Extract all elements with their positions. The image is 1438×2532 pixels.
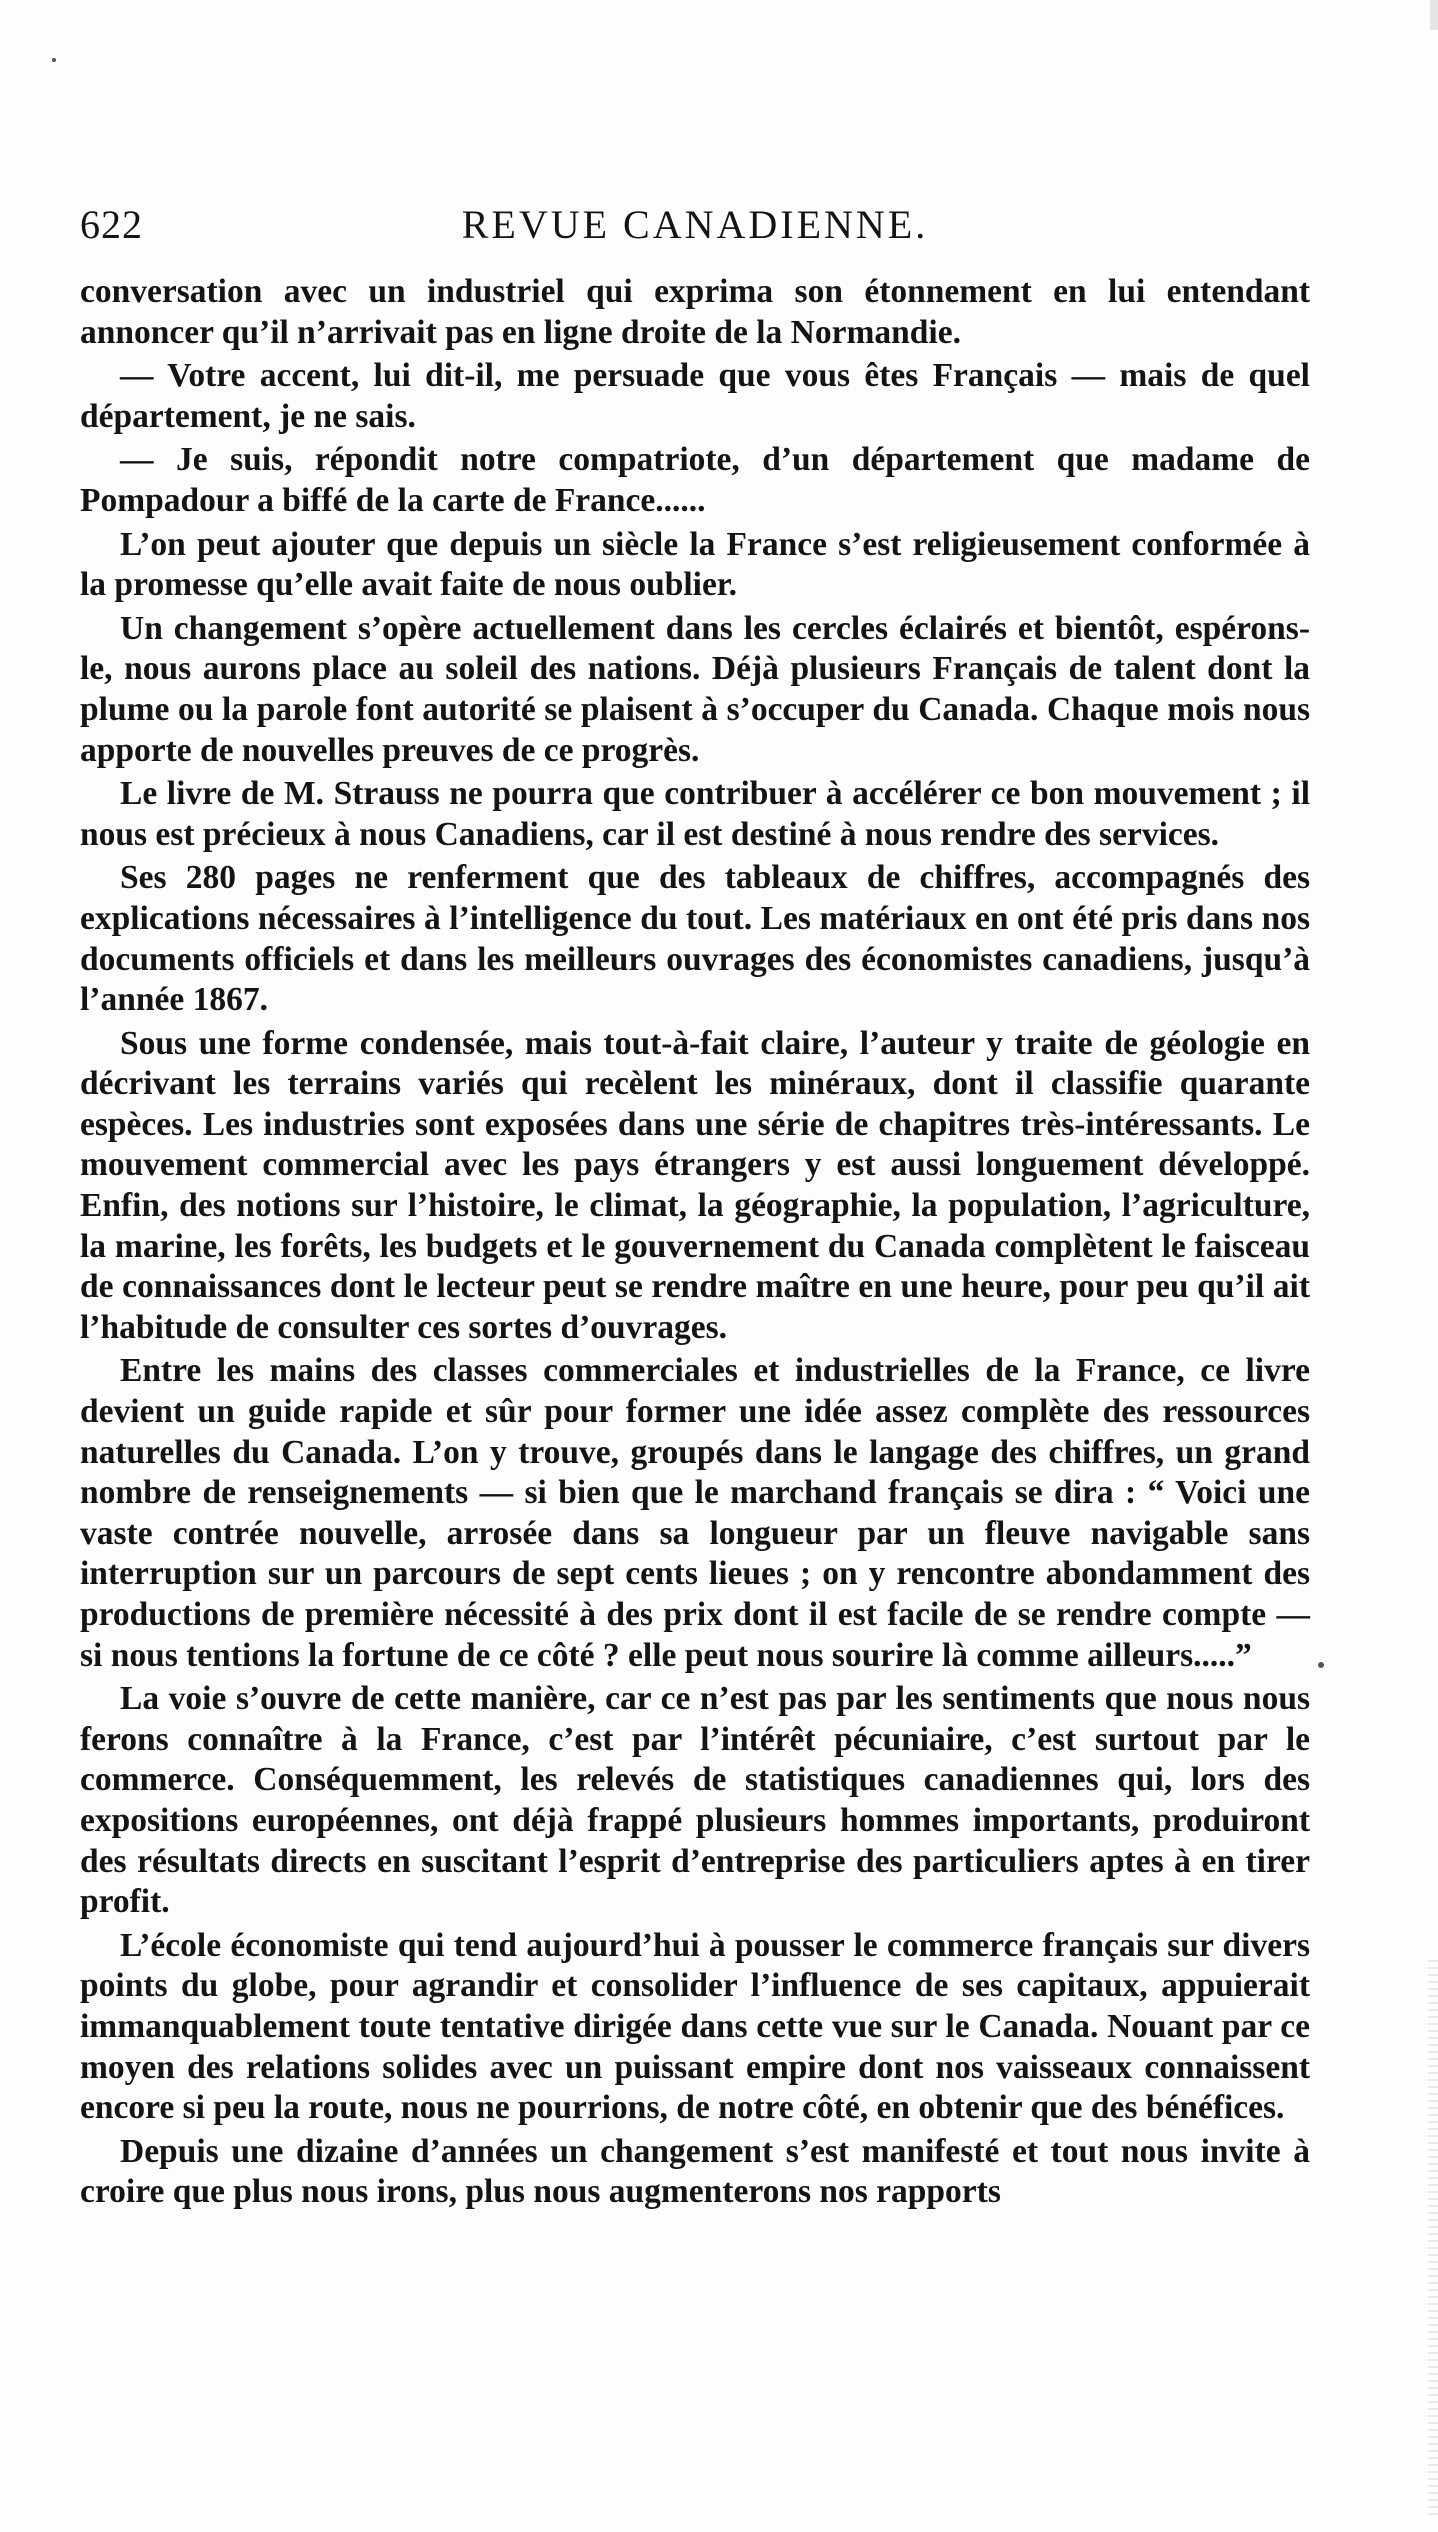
body-text: [80, 272, 1310, 2216]
paragraph: — Je suis, répondit notre compatriote, d’un département que madame de Pompadour a biffé de la carte de France......: [80, 441, 1310, 519]
page-number: 622: [80, 202, 143, 247]
paragraph: conversation avec un industriel qui exprima son étonnement en lui entendant annoncer qu’il n’arrivait pas en ligne droite de la Normandie.: [80, 273, 1310, 351]
paragraph: L’école économiste qui tend aujourd’hui à pousser le commerce français sur divers points du globe, pour agrandir et consolider l’influence de ses capitaux, appuierait immanquablement toute tentative dirigée dans cette vue sur le Canada. Nouant par ce moyen des relations solides avec un puissant empire dont nos vaisseaux connaissent encore si peu la route, nous ne pourrions, de notre côté, en obtenir que des bénéfices.: [80, 1926, 1310, 2127]
paragraph: La voie s’ouvre de cette manière, car ce n’est pas par les sentiments que nous nous ferons connaître à la France, c’est par l’intérêt pécuniaire, c’est surtout par le commerce. Conséquemment, les relevés de statistiques canadiennes qui, lors des expositions européennes, ont déjà frappé plusieurs hommes importants, produiront des résultats directs en suscitant l’esprit d’entreprise des particuliers aptes à en tirer profit.: [80, 1680, 1310, 1921]
paragraph: Sous une forme condensée, mais tout-à-fait claire, l’auteur y traite de géologie en décrivant les terrains variés qui recèlent les minéraux, dont il classifie quarante espèces. Les industries sont exposées dans une série de chapitres très-intéressants. Le mouvement commercial avec les pays étrangers y est aussi longuement développé. Enfin, des notions sur l’histoire, le climat, la géographie, la population, l’agriculture, la marine, les forêts, les budgets et le gouvernement du Canada complètent le faisceau de connaissances dont le lecteur peut se rendre maître en une heure, pour peu qu’il ait l’habitude de consulter ces sortes d’ouvrages.: [80, 1024, 1310, 1346]
journal-title: REVUE CANADIENNE.: [461, 202, 929, 247]
paragraph: Ses 280 pages ne renferment que des tableaux de chiffres, accompagnés des explications nécessaires à l’intelligence du tout. Les matériaux en ont été pris dans nos documents officiels et dans les meilleurs ouvrages des économistes canadiens, jusqu’à l’année 1867.: [80, 859, 1310, 1019]
running-head: [80, 195, 1310, 255]
paragraph: Le livre de M. Strauss ne pourra que contribuer à accélérer ce bon mouvement ; il nous est précieux à nous Canadiens, car il est destiné à nous rendre des services.: [80, 775, 1310, 853]
scan-edge-mark: [1428, 1960, 1438, 2520]
paragraph: Entre les mains des classes commerciales et industrielles de la France, ce livre devient un guide rapide et sûr pour former une idée assez complète des ressources naturelles du Canada. L’on y trouve, groupés dans le langage des chiffres, un grand nombre de renseignements — si bien que le marchand français se dira : “ Voici une vaste contrée nouvelle, arrosée dans sa longueur par un fleuve navigable sans interruption sur un parcours de sept cents lieues ; on y rencontre abondamment des productions de première nécessité à des prix dont il est facile de se rendre compte — si nous tentions la fortune de ce côté ? elle peut nous sourire là comme ailleurs.....”: [80, 1352, 1310, 1674]
scan-speck: [1318, 1662, 1324, 1668]
scan-edge-mark: [1430, 0, 1438, 30]
paragraph: Un changement s’opère actuellement dans les cercles éclairés et bientôt, espérons-le, nous aurons place au soleil des nations. Déjà plusieurs Français de talent dont la plume ou la parole font autorité se plaisent à s’occuper du Canada. Chaque mois nous apporte de nouvelles preuves de ce progrès.: [80, 609, 1310, 769]
paragraph: Depuis une dizaine d’années un changement s’est manifesté et tout nous invite à croire que plus nous irons, plus nous augmenterons nos rapports: [80, 2132, 1310, 2211]
paragraph: L’on peut ajouter que depuis un siècle la France s’est religieusement conformée à la promesse qu’elle avait faite de nous oublier.: [80, 525, 1310, 604]
paragraph: — Votre accent, lui dit-il, me persuade que vous êtes Français — mais de quel département, je ne sais.: [80, 357, 1310, 435]
scan-speck: [52, 58, 56, 62]
